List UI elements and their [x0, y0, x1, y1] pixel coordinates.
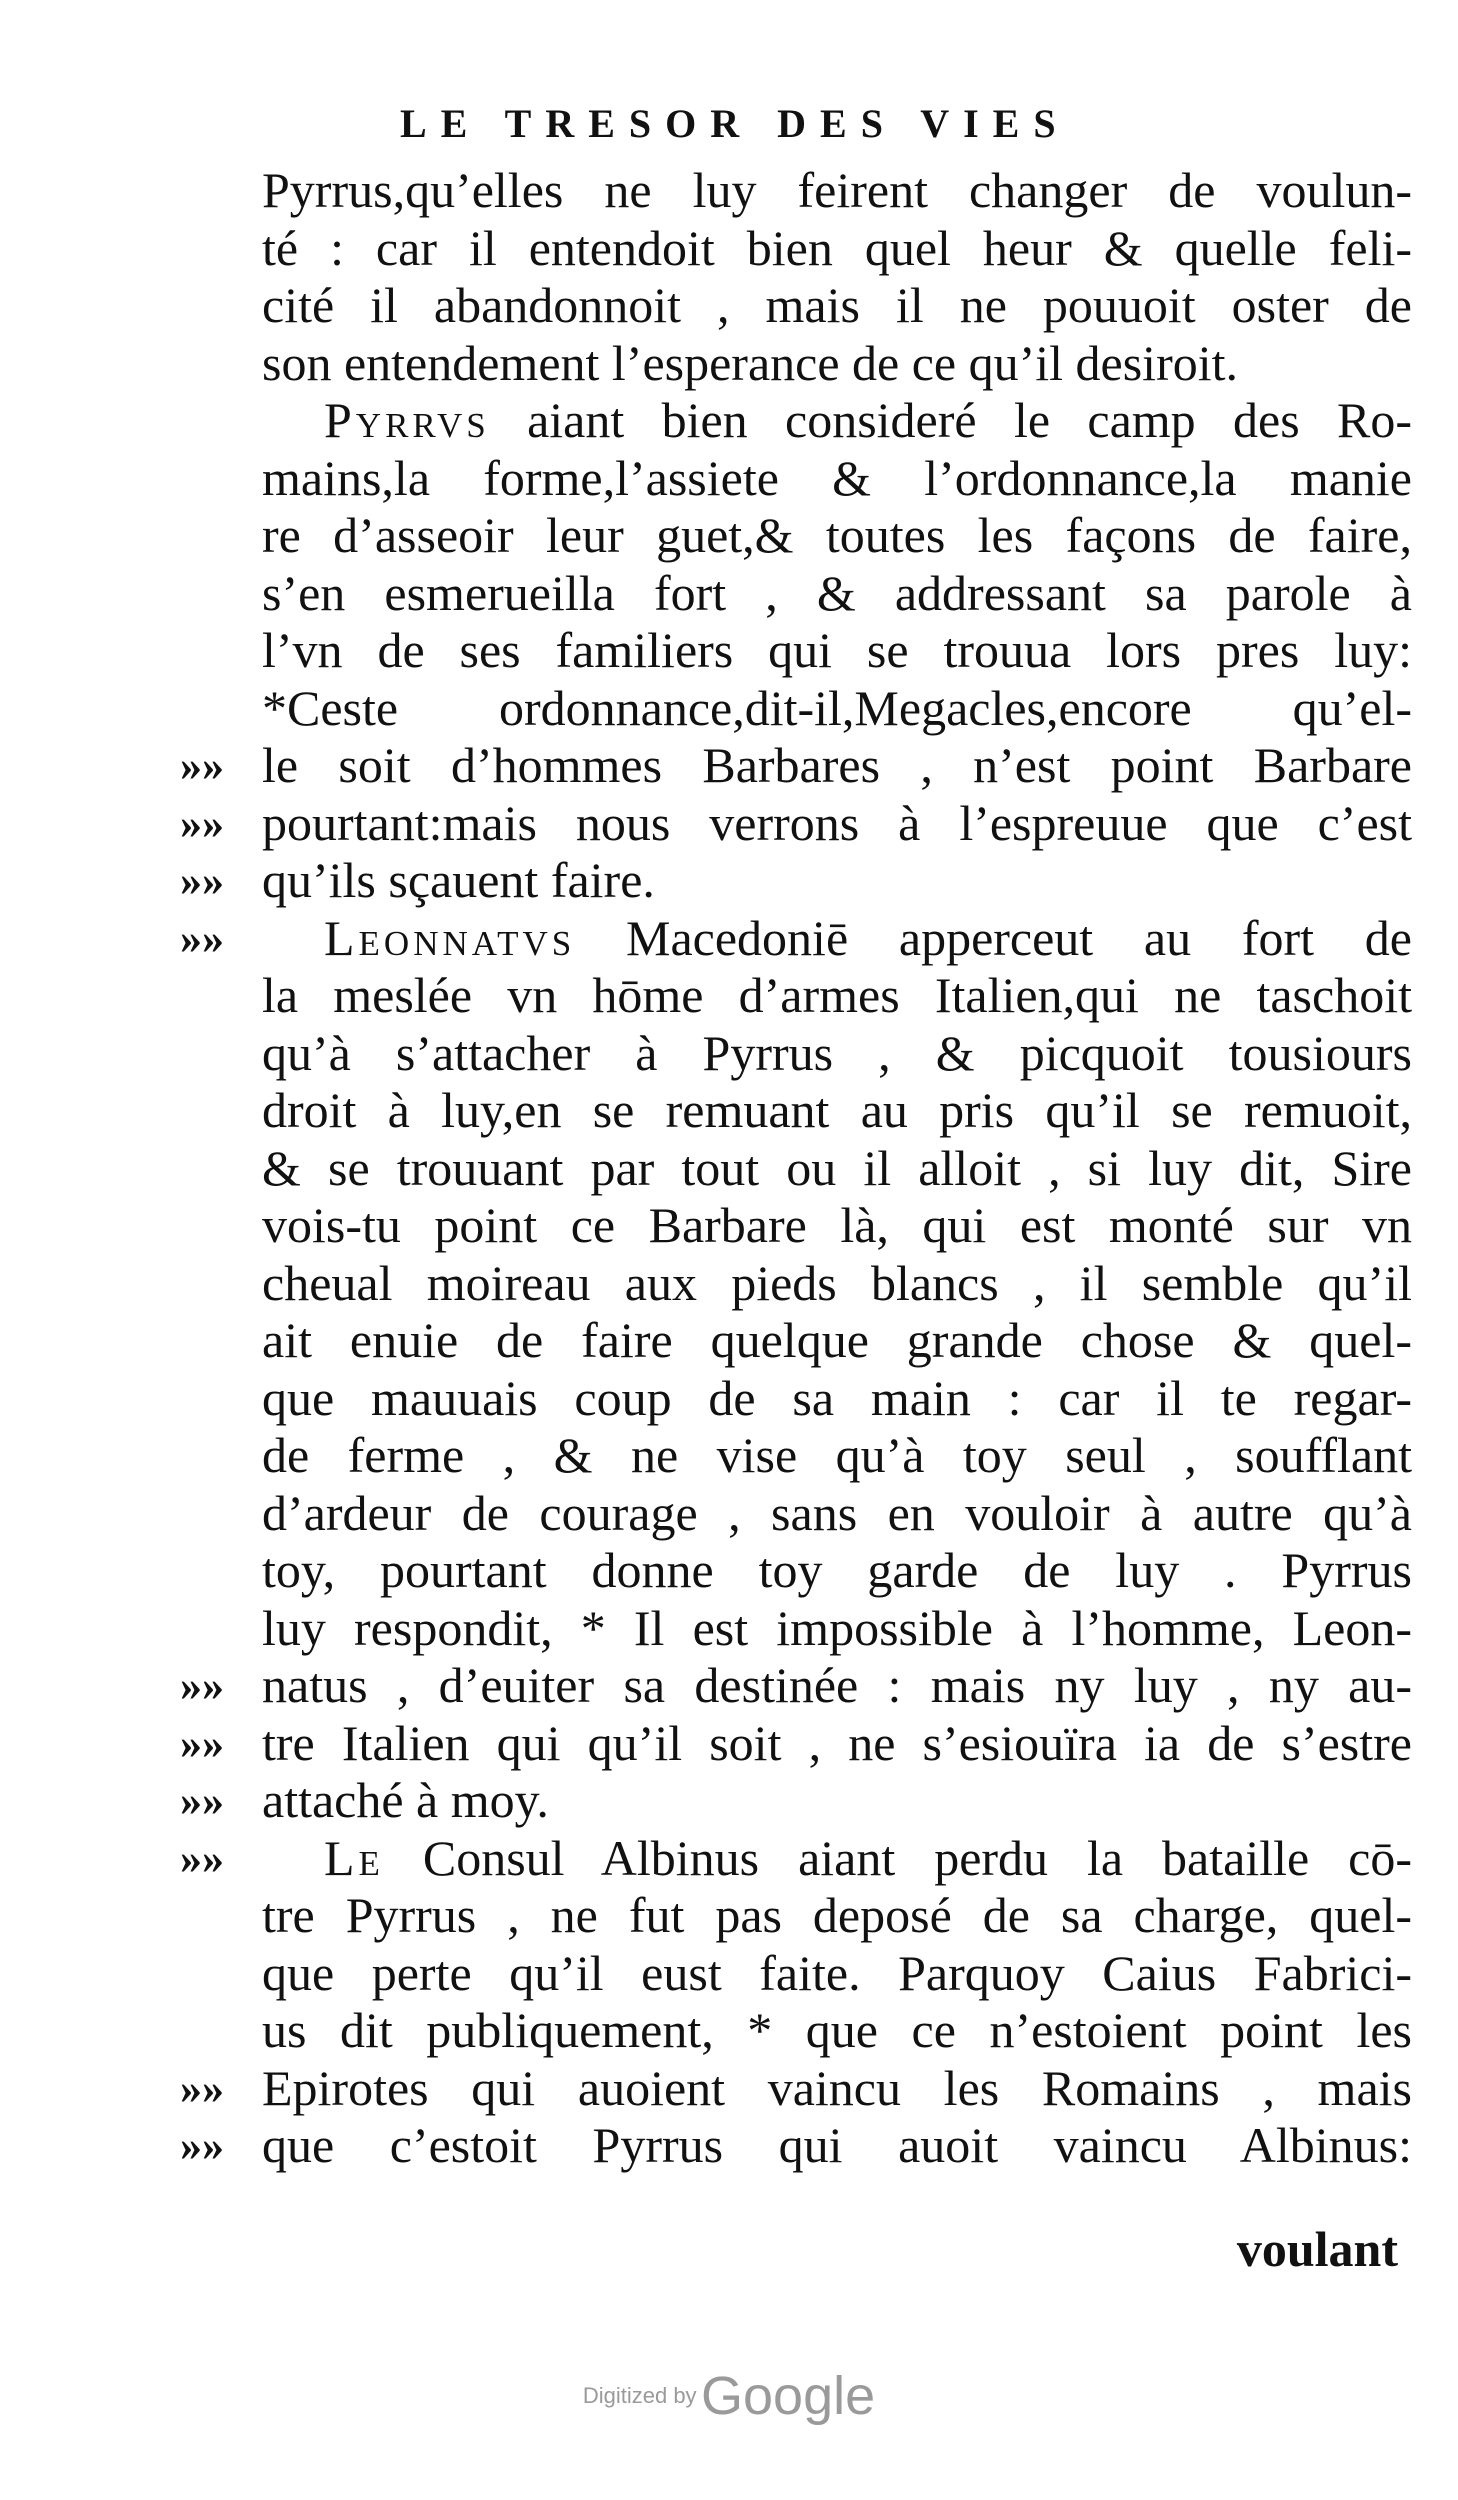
text-line: Epirotes qui auoient vaincu les Romains , mais: [262, 2059, 1412, 2116]
text-line: de ferme , & ne vise qu’à toy seul , soufflant: [262, 1427, 1412, 1483]
text-line: re d’asseoir leur guet,& toutes les façons de faire,: [262, 507, 1412, 563]
text-line: son entendement l’esperance de ce qu’il desiroit.: [262, 334, 1239, 391]
margin-mark: »»: [180, 1833, 224, 1883]
margin-mark: »»: [180, 798, 224, 848]
body-text: [262, 162, 1412, 2175]
margin-mark: »»: [180, 1776, 224, 1825]
digitization-watermark: [0, 2365, 1458, 2427]
margin-mark: »»: [180, 2121, 224, 2170]
text-line: que perte qu’il eust faite. Parquoy Caius Fabrici-: [262, 1944, 1412, 2001]
text-line: attaché à moy.: [262, 1772, 549, 1828]
text-line: qu’ils sçauent faire.: [262, 852, 655, 908]
text-line: Pyrrus,qu’elles ne luy feirent changer de voulun-: [262, 162, 1412, 218]
text-line-rest: Consul Albinus aiant perdu la bataille cō-: [383, 1829, 1412, 1886]
text-line: tre Pyrrus , ne fut pas deposé de sa charge, quel-: [262, 1887, 1412, 1943]
text-line: l’vn de ses familiers qui se trouua lors pres luy:: [262, 622, 1412, 678]
text-line-rest: Macedoniē apperceut au fort de: [575, 909, 1412, 966]
text-line: toy, pourtant donne toy garde de luy . Pyrrus: [262, 1542, 1412, 1598]
digitized-by-label: Digitized by: [582, 2383, 697, 2408]
google-logo-text: Google: [701, 2366, 876, 2426]
text-line: cheual moireau aux pieds blancs , il semble qu’il: [262, 1254, 1412, 1311]
text-line: que mauuais coup de sa main : car il te regar-: [262, 1369, 1412, 1426]
text-line: & se trouuant par tout ou il alloit , si luy dit, Sire: [262, 1139, 1412, 1196]
margin-mark: »»: [180, 1661, 224, 1710]
paragraph-lead-word: Pyrrvs: [324, 392, 490, 448]
text-line: mains,la forme,l’assiete & l’ordonnance,la manie: [262, 449, 1412, 506]
text-line: pourtant:mais nous verrons à l’espreuue que c’est: [262, 794, 1412, 851]
margin-mark: »»: [180, 913, 224, 963]
text-line: le soit d’hommes Barbares , n’est point Barbare: [262, 737, 1412, 793]
text-line: ait enuie de faire quelque grande chose & quel-: [262, 1312, 1412, 1368]
catchword: voulant: [1236, 2221, 1398, 2277]
text-line: que c’estoit Pyrrus qui auoit vaincu Albinus:: [262, 2117, 1412, 2173]
text-line: s’en esmerueilla fort , & addressant sa parole à: [262, 564, 1412, 621]
text-line: cité il abandonnoit , mais il ne pouuoit oster de: [262, 277, 1412, 333]
text-line: d’ardeur de courage , sans en vouloir à autre qu’à: [262, 1484, 1412, 1541]
paragraph-lead-word: Le: [324, 1829, 384, 1886]
text-line-rest: aiant bien consideré le camp des Ro-: [489, 392, 1412, 448]
text-line: té : car il entendoit bien quel heur & quelle feli-: [262, 219, 1412, 276]
text-line: vois-tu point ce Barbare là, qui est monté sur vn: [262, 1197, 1412, 1253]
text-line: us dit publiquement, * que ce n’estoient point les: [262, 2002, 1412, 2058]
running-title: LE TRESOR DES VIES: [400, 101, 1070, 146]
paragraph-first-line: [262, 392, 1412, 450]
text-line: natus , d’euiter sa destinée : mais ny luy , ny au-: [262, 1657, 1412, 1713]
margin-mark: »»: [180, 2063, 224, 2113]
text-line: qu’à s’attacher à Pyrrus , & picquoit tousiours: [262, 1024, 1412, 1081]
paragraph-first-line: [262, 1830, 1412, 1888]
paragraph-lead-word: Leonnatvs: [324, 909, 576, 966]
text-line: *Ceste ordonnance,dit-il,Megacles,encore qu’el-: [262, 679, 1412, 736]
text-line: luy respondit, * Il est impossible à l’homme, Leon-: [262, 1599, 1412, 1656]
margin-mark: »»: [180, 741, 224, 790]
text-line: tre Italien qui qu’il soit , ne s’esiouïra ia de s’estre: [262, 1714, 1412, 1771]
paragraph-first-line: [262, 910, 1412, 968]
margin-mark: »»: [180, 856, 224, 905]
text-line: droit à luy,en se remuant au pris qu’il se remuoit,: [262, 1082, 1412, 1138]
margin-mark: »»: [180, 1718, 224, 1768]
text-line: la meslée vn hōme d’armes Italien,qui ne taschoit: [262, 967, 1412, 1023]
